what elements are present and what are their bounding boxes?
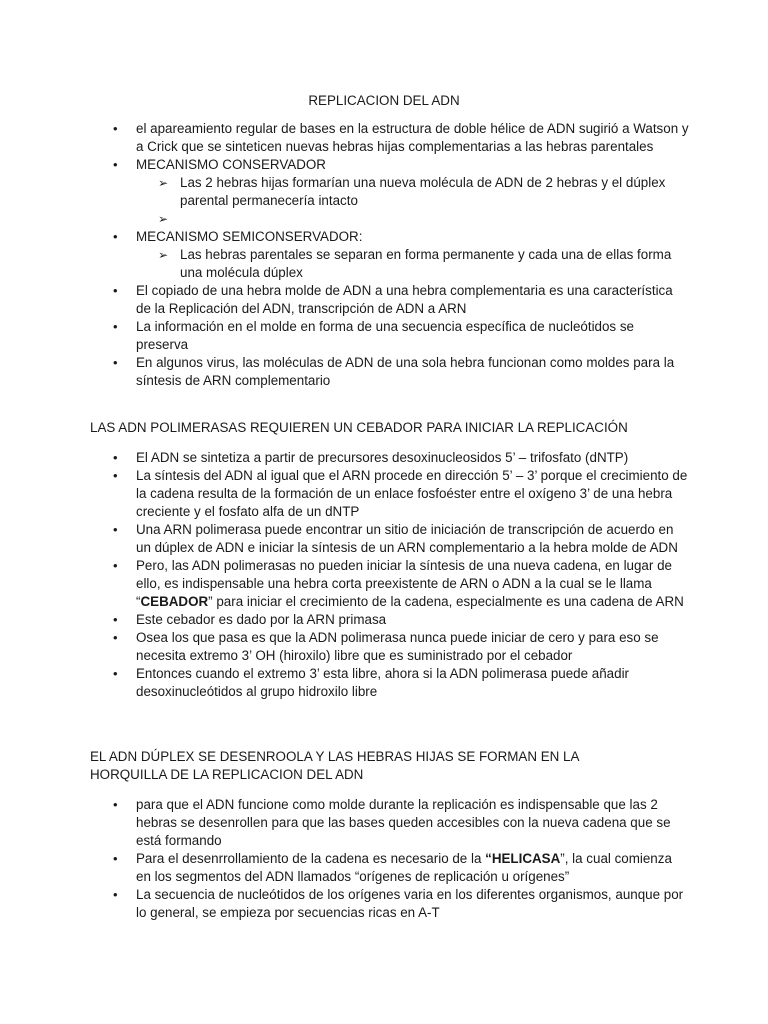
list-item xyxy=(0,850,768,886)
list-item-text: Para el desenrrollamiento de la cadena es necesario de la “HELICASA”, la cual comienza en los segmentos del ADN llamados “orígenes de replicación u orígenes” xyxy=(136,851,672,884)
list-item xyxy=(0,318,768,354)
list-item-text: Este cebador es dado por la ARN primasa xyxy=(136,612,387,627)
bullet-list xyxy=(0,449,768,701)
bullet-icon: • xyxy=(113,558,118,573)
bold-term: “HELICASA xyxy=(485,851,561,866)
bullet-icon: • xyxy=(113,522,118,537)
list-item xyxy=(0,282,768,318)
list-item xyxy=(0,156,768,228)
list-item-text: MECANISMO CONSERVADOR xyxy=(136,157,326,172)
section-heading: EL ADN DÚPLEX SE DESENROOLA Y LAS HEBRAS HIJAS SE FORMAN EN LA HORQUILLA DE LA REPLICACION DEL ADN xyxy=(90,749,579,782)
list-item xyxy=(0,611,768,629)
sub-list xyxy=(136,246,688,282)
page-title: REPLICACION DEL ADN xyxy=(308,93,460,108)
bullet-icon: • xyxy=(113,612,118,627)
list-item xyxy=(0,467,768,521)
arrow-bullet-icon: ➢ xyxy=(158,176,169,190)
sub-list-item-text: Las hebras parentales se separan en forma permanente y cada una de ellas forma una molécula dúplex xyxy=(180,247,672,280)
bold-term: CEBADOR xyxy=(140,594,209,609)
list-item xyxy=(0,629,768,665)
list-item-text: El ADN se sintetiza a partir de precursores desoxinucleosidos 5’ – trifosfato (dNTP) xyxy=(136,450,629,465)
list-item xyxy=(0,449,768,467)
arrow-bullet-icon: ➢ xyxy=(158,248,169,262)
list-item xyxy=(0,354,768,390)
list-item-text: La información en el molde en forma de una secuencia específica de nucleótidos se preserva xyxy=(136,319,634,352)
list-item xyxy=(0,228,768,282)
sub-list-item xyxy=(136,246,688,282)
list-item xyxy=(0,886,768,922)
list-item xyxy=(0,665,768,701)
bullet-icon: • xyxy=(113,157,118,172)
section-polimerasas xyxy=(0,419,768,701)
sub-list-item-empty xyxy=(136,210,688,228)
bullet-icon: • xyxy=(113,851,118,866)
bullet-list xyxy=(0,120,768,390)
list-item-text: el apareamiento regular de bases en la estructura de doble hélice de ADN sugirió a Watson y a Crick que se sinteticen nuevas hebras hijas complementarias a las hebras parentales xyxy=(136,121,689,154)
list-item-text: MECANISMO SEMICONSERVADOR: xyxy=(136,229,363,244)
list-item-text: Pero, las ADN polimerasas no pueden iniciar la síntesis de una nueva cadena, en lugar de ello, es indispensable una hebra corta preexistente de ARN o ADN a la cual se le llama “CEBADOR” para iniciar el crecimiento de la cadena, especialmente es una cadena de ARN xyxy=(136,558,684,609)
list-item xyxy=(0,521,768,557)
bullet-list xyxy=(0,796,768,922)
list-item-text: La secuencia de nucleótidos de los orígenes varia en los diferentes organismos, aunque por lo general, se empieza por secuencias ricas en A-T xyxy=(136,887,684,920)
bullet-icon: • xyxy=(113,666,118,681)
section-horquilla xyxy=(0,748,768,922)
list-item-text: La síntesis del ADN al igual que el ARN procede en dirección 5’ – 3’ porque el crecimiento de la cadena resulta de la formación de un enlace fosfoéster entre el oxígeno 3’ de una hebra creciente y el fosfato alfa de un dNTP xyxy=(136,468,688,519)
list-item xyxy=(0,120,768,156)
section-heading: LAS ADN POLIMERASAS REQUIEREN UN CEBADOR PARA INICIAR LA REPLICACIÓN xyxy=(90,420,628,435)
list-item-text: El copiado de una hebra molde de ADN a una hebra complementaria es una característica de la Replicación del ADN, transcripción de ADN a ARN xyxy=(136,283,673,316)
bullet-icon: • xyxy=(113,121,118,136)
bullet-icon: • xyxy=(113,468,118,483)
bullet-icon: • xyxy=(113,797,118,812)
sub-list-item-text: Las 2 hebras hijas formarían una nueva molécula de ADN de 2 hebras y el dúplex parental permanecería intacto xyxy=(180,175,666,208)
list-item-text: En algunos virus, las moléculas de ADN de una sola hebra funcionan como moldes para la síntesis de ARN complementario xyxy=(136,355,675,388)
section-intro xyxy=(0,120,768,390)
bullet-icon: • xyxy=(113,355,118,370)
bullet-icon: • xyxy=(113,283,118,298)
list-item xyxy=(0,557,768,611)
list-item-text: Entonces cuando el extremo 3’ esta libre, ahora si la ADN polimerasa puede añadir desoxinucleótidos al grupo hidroxilo libre xyxy=(136,666,630,699)
bullet-icon: • xyxy=(113,887,118,902)
list-item xyxy=(0,796,768,850)
sub-list-item xyxy=(136,174,688,210)
bullet-icon: • xyxy=(113,229,118,244)
bullet-icon: • xyxy=(113,630,118,645)
list-item-text: Osea los que pasa es que la ADN polimerasa nunca puede iniciar de cero y para eso se necesita extremo 3’ OH (hiroxilo) libre que es suministrado por el cebador xyxy=(136,630,659,663)
list-item-text: para que el ADN funcione como molde durante la replicación es indispensable que las 2 hebras se desenrollen para que las bases queden accesibles con la nueva cadena que se está formando xyxy=(136,797,671,848)
bullet-icon: • xyxy=(113,319,118,334)
sub-list xyxy=(136,174,688,228)
list-item-text: Una ARN polimerasa puede encontrar un sitio de iniciación de transcripción de acuerdo en un dúplex de ADN e iniciar la síntesis de un ARN complementario a la hebra molde de ADN xyxy=(136,522,678,555)
bullet-icon: • xyxy=(113,450,118,465)
arrow-bullet-icon: ➢ xyxy=(158,212,169,226)
